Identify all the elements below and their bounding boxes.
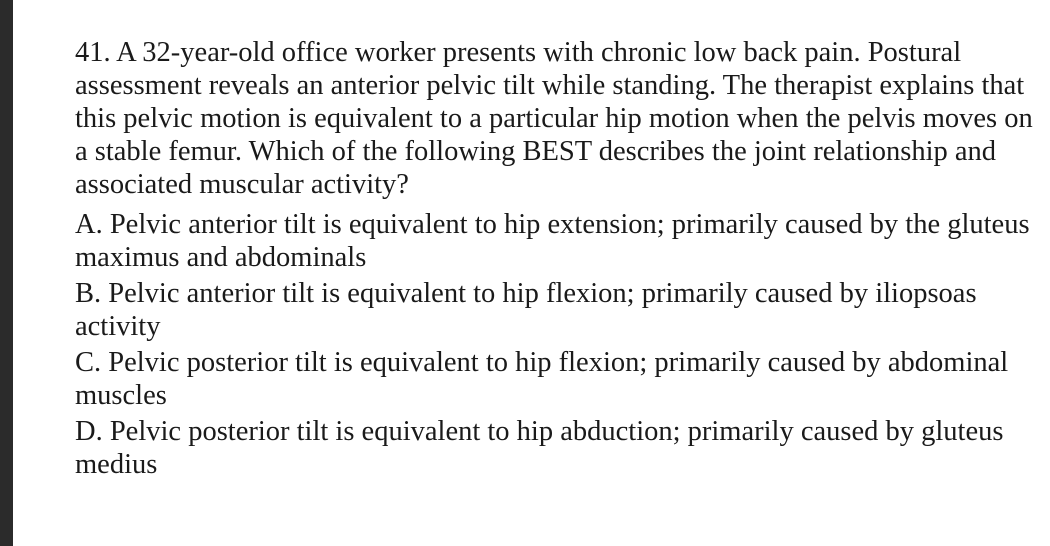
option-c: C. Pelvic posterior tilt is equivalent to hip flexion; primarily caused by abdominal muscles: [75, 347, 1009, 411]
left-edge-bar: [0, 0, 13, 546]
option-b: B. Pelvic anterior tilt is equivalent to hip flexion; primarily caused by iliopsoas activity: [75, 278, 977, 342]
question-block: [75, 36, 1035, 481]
question-stem: 41. A 32-year-old office worker presents with chronic low back pain. Postural assessment reveals an anterior pelvic tilt while standing. The therapist explains that this pelvic motion is equivalent to a particular hip motion when the pelvis moves on a stable femur. Which of the following BEST describes the joint relationship and associated muscular activity?: [75, 37, 1033, 200]
option-d: D. Pelvic posterior tilt is equivalent to hip abduction; primarily caused by gluteus medius: [75, 416, 1004, 480]
option-a: A. Pelvic anterior tilt is equivalent to hip extension; primarily caused by the gluteus maximus and abdominals: [75, 209, 1030, 273]
